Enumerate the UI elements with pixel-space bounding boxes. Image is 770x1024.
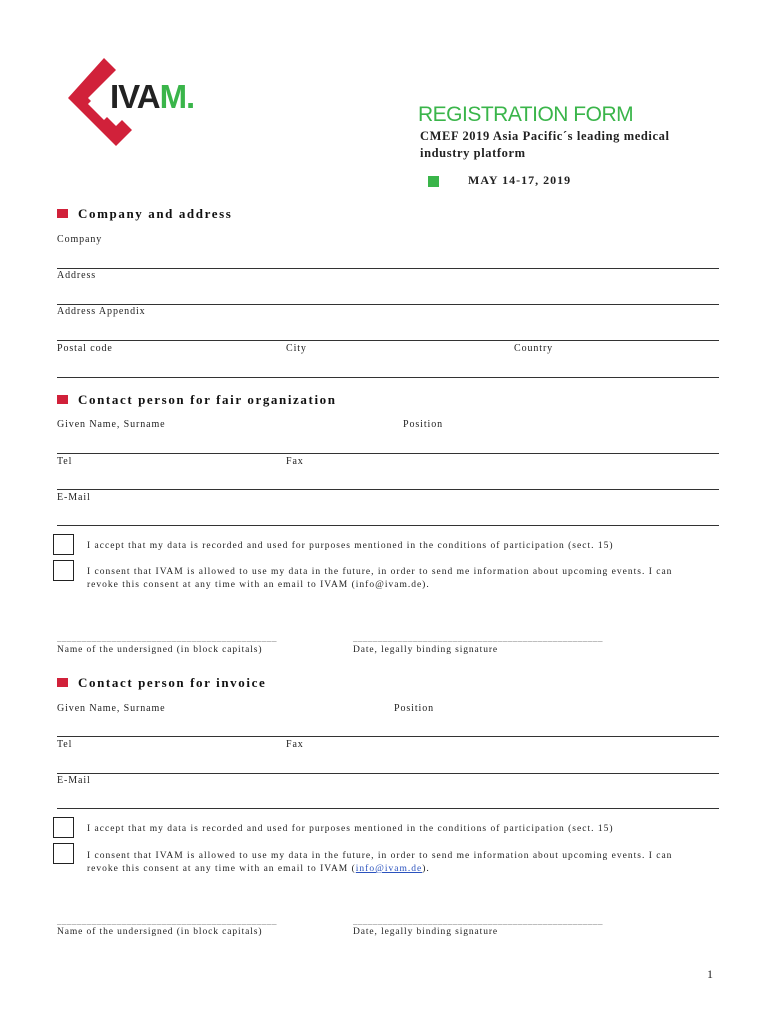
- invoice-tel-label: Tel: [57, 739, 73, 750]
- invoice-consent-events-checkbox[interactable]: [53, 843, 74, 864]
- contact-position-label: Position: [403, 419, 443, 430]
- postal-city-country-field[interactable]: [57, 377, 719, 378]
- contact-consent-events-checkbox[interactable]: [53, 560, 74, 581]
- contact-email-label: E-Mail: [57, 492, 91, 503]
- country-label: Country: [514, 343, 554, 354]
- contact-tel-fax-field[interactable]: [57, 489, 719, 490]
- company-label: Company: [57, 234, 103, 245]
- postal-code-label: Postal code: [57, 343, 113, 354]
- section-bullet-icon: [57, 395, 68, 404]
- contact-signature-name-line[interactable]: ____________________________________________: [57, 633, 277, 643]
- contact-signature-date-line[interactable]: __________________________________________________: [353, 633, 603, 643]
- logo-text-dark: IVA: [110, 78, 160, 115]
- contact-consent-data-text: I accept that my data is recorded and used for purposes mentioned in the conditions of participation (sect. 15): [87, 541, 614, 551]
- invoice-fax-label: Fax: [286, 739, 304, 750]
- invoice-signature-date-line[interactable]: __________________________________________________: [353, 916, 603, 926]
- section-title-invoice: Contact person for invoice: [78, 675, 267, 690]
- logo-text-accent: M.: [159, 78, 195, 115]
- invoice-consent-events-text: [87, 850, 707, 876]
- section-bullet-icon: [57, 678, 68, 687]
- address-field[interactable]: [57, 304, 719, 305]
- invoice-email-label: E-Mail: [57, 775, 91, 786]
- invoice-consent-events-prefix: I consent that IVAM is allowed to use my data in the future, in order to send me information about upcoming events. I can revoke this consent at any time with an email to IVAM (: [87, 851, 673, 874]
- address-label: Address: [57, 270, 97, 281]
- ivam-logo: [60, 58, 220, 150]
- address-appendix-field[interactable]: [57, 340, 719, 341]
- invoice-signature-name-line[interactable]: ____________________________________________: [57, 916, 277, 926]
- event-subtitle-line1: CMEF 2019 Asia Pacific´s leading medical: [420, 129, 670, 143]
- invoice-consent-data-checkbox[interactable]: [53, 817, 74, 838]
- page-number: 1: [707, 967, 713, 981]
- invoice-consent-data-text: I accept that my data is recorded and used for purposes mentioned in the conditions of participation (sect. 15): [87, 824, 614, 834]
- invoice-tel-fax-field[interactable]: [57, 773, 719, 774]
- address-appendix-label: Address Appendix: [57, 306, 146, 317]
- section-title-company: Company and address: [78, 206, 233, 221]
- contact-tel-label: Tel: [57, 456, 73, 467]
- contact-name-field[interactable]: [57, 453, 719, 454]
- event-subtitle-line2: industry platform: [420, 146, 526, 160]
- invoice-name-field[interactable]: [57, 736, 719, 737]
- contact-consent-events-text: I consent that IVAM is allowed to use my data in the future, in order to send me information about upcoming events. I can revoke this consent at any time with an email to IVAM (info@ivam.de).: [87, 567, 673, 590]
- contact-consent-data-checkbox[interactable]: [53, 534, 74, 555]
- green-square-icon: [428, 176, 439, 187]
- form-title: REGISTRATION FORM: [418, 103, 634, 126]
- contact-name-label: Given Name, Surname: [57, 419, 166, 430]
- contact-email-field[interactable]: [57, 525, 719, 526]
- invoice-signature-date-label: Date, legally binding signature: [353, 927, 499, 937]
- contact-signature-name-label: Name of the undersigned (in block capitals): [57, 645, 263, 655]
- event-date: MAY 14-17, 2019: [468, 173, 572, 187]
- invoice-position-label: Position: [394, 703, 434, 714]
- invoice-signature-name-label: Name of the undersigned (in block capitals): [57, 927, 263, 937]
- invoice-email-link[interactable]: info@ivam.de: [355, 864, 423, 874]
- company-field[interactable]: [57, 268, 719, 269]
- invoice-name-label: Given Name, Surname: [57, 703, 166, 714]
- city-label: City: [286, 343, 307, 354]
- section-title-contact: Contact person for fair organization: [78, 392, 337, 407]
- invoice-consent-events-suffix: ).: [422, 864, 430, 874]
- contact-signature-date-label: Date, legally binding signature: [353, 645, 499, 655]
- section-bullet-icon: [57, 209, 68, 218]
- invoice-email-field[interactable]: [57, 808, 719, 809]
- contact-fax-label: Fax: [286, 456, 304, 467]
